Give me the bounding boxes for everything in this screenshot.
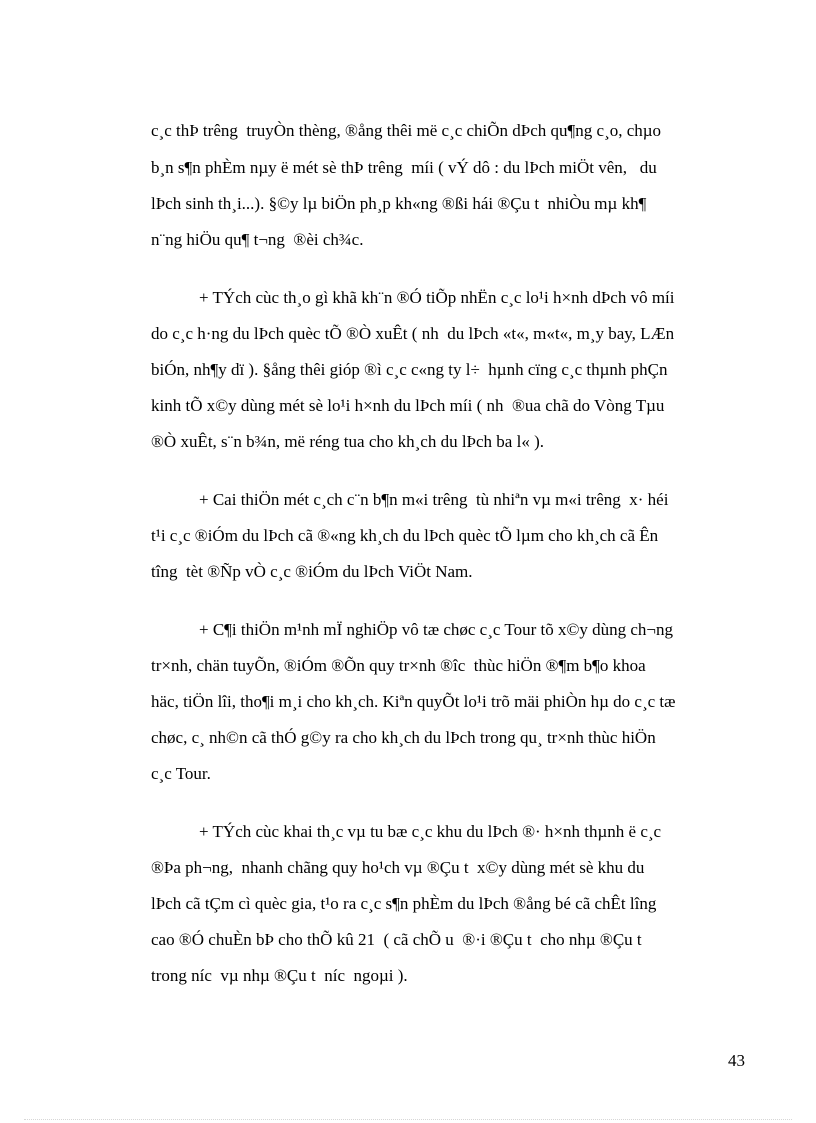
paragraph-1-line-1: c¸c thÞ trêng truyÒn thèng, ®ång thêi më c¸c chiÕn dÞch qu¶ng c¸o, chµo bbox=[151, 121, 662, 140]
paragraph-5-line-4: cao ®Ó chuÈn bÞ cho thÕ kû 21 ( cã chÕ u ®·i ®Çu t cho nhµ ®Çu t bbox=[151, 930, 642, 949]
paragraph-4-line-2: tr×nh, chän tuyÕn, ®iÓm ®Õn quy tr×nh ®îc thùc hiÖn ®¶m b¶o khoa bbox=[151, 656, 646, 675]
paragraph-1-line-2: b¸n s¶n phÈm nµy ë mét sè thÞ trêng míi ( vÝ dô : du lÞch miÖt vên, du bbox=[151, 158, 657, 177]
page-bottom-divider bbox=[24, 1119, 792, 1120]
paragraph-2-line-5: ®Ò xuÊt, s¨n b¾n, më réng tua cho kh¸ch du lÞch ba l« ). bbox=[151, 432, 544, 451]
paragraph-3-line-1: + Cai thiÖn mét c¸ch c¨n b¶n m«i trêng tù nhiªn vµ m«i trêng x· héi bbox=[199, 490, 669, 509]
paragraph-2-line-4: kinh tÕ x©y dùng mét sè lo¹i h×nh du lÞch míi ( nh ®ua chã do Vòng Tµu bbox=[151, 396, 665, 415]
paragraph-2-line-2: do c¸c h·ng du lÞch quèc tÕ ®Ò xuÊt ( nh du lÞch «t«, m«t«, m¸y bay, LÆn bbox=[151, 324, 675, 343]
paragraph-4-line-4: chøc, c¸ nh©n cã thÓ g©y ra cho kh¸ch du lÞch trong qu¸ tr×nh thùc hiÖn bbox=[151, 728, 656, 747]
paragraph-4-line-3: häc, tiÖn lîi, tho¶i m¸i cho kh¸ch. Kiªn quyÕt lo¹i trõ mäi phiÒn hµ do c¸c tæ bbox=[151, 692, 676, 711]
paragraph-2-line-3: biÓn, nh¶y dï ). §ång thêi gióp ®ì c¸c c«ng ty l÷ hµnh cïng c¸c thµnh phÇn bbox=[151, 360, 668, 379]
paragraph-2-line-1: + TÝch cùc th¸o gì khã kh¨n ®Ó tiÕp nhËn c¸c lo¹i h×nh dÞch vô míi bbox=[199, 288, 675, 307]
paragraph-5-line-3: lÞch cã tÇm cì quèc gia, t¹o ra c¸c s¶n phÈm du lÞch ®ång bé cã chÊt lîng bbox=[151, 894, 657, 913]
paragraph-5-line-1: + TÝch cùc khai th¸c vµ tu bæ c¸c khu du lÞch ®· h×nh thµnh ë c¸c bbox=[199, 822, 662, 841]
paragraph-3-line-2: t¹i c¸c ®iÓm du lÞch cã ®«ng kh¸ch du lÞch quèc tÕ lµm cho kh¸ch cã Ên bbox=[151, 526, 659, 545]
paragraph-4-line-5: c¸c Tour. bbox=[151, 764, 211, 783]
paragraph-5-line-5: trong níc vµ nhµ ®Çu t níc ngoµi ). bbox=[151, 966, 408, 985]
paragraph-1-line-4: n¨ng hiÖu qu¶ t¬ng ®èi ch¾c. bbox=[151, 230, 364, 249]
paragraph-4-line-1: + C¶i thiÖn m¹nh mÏ nghiÖp vô tæ chøc c¸c Tour tõ x©y dùng ch¬ng bbox=[199, 620, 674, 639]
page-number: 43 bbox=[728, 1051, 745, 1070]
paragraph-1-line-3: lÞch sinh th¸i...). §©y lµ biÖn ph¸p kh«ng ®ßi hái ®Çu t nhiÒu mµ kh¶ bbox=[151, 194, 647, 213]
paragraph-5-line-2: ®Þa ph¬ng, nhanh chãng quy ho¹ch vµ ®Çu t x©y dùng mét sè khu du bbox=[151, 858, 645, 877]
paragraph-3-line-3: tîng tèt ®Ñp vÒ c¸c ®iÓm du lÞch ViÖt Nam. bbox=[151, 562, 473, 581]
